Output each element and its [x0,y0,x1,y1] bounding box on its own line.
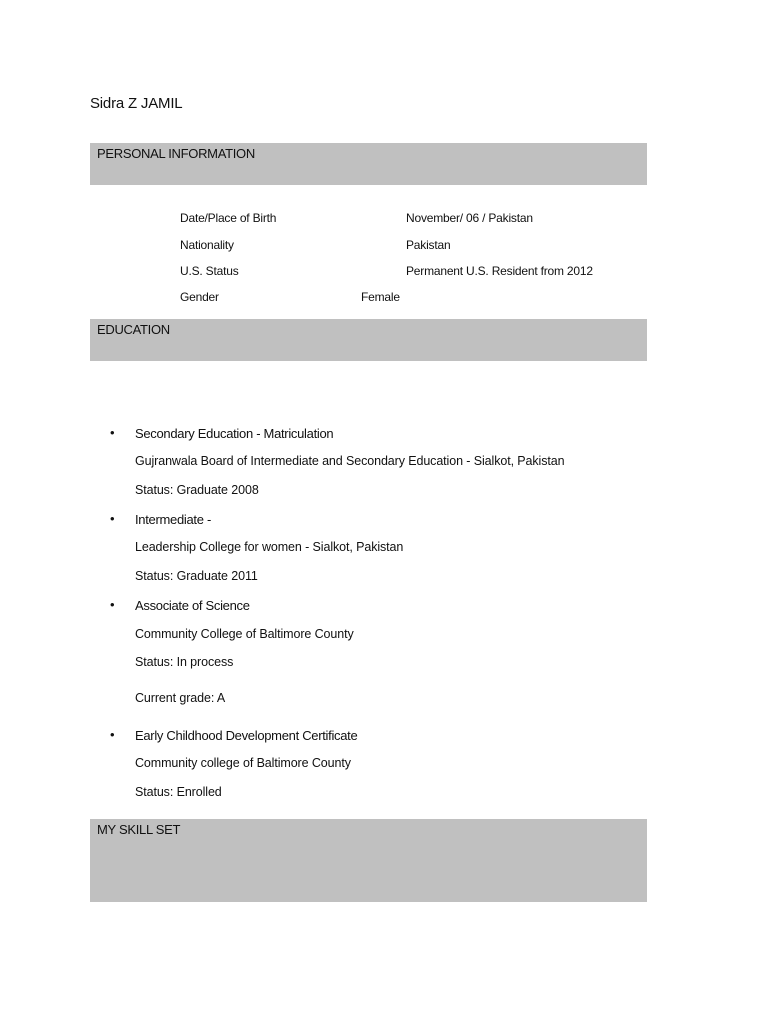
edu-line: Status: Enrolled [135,785,222,799]
label-status: U.S. Status [180,264,239,278]
value-birth: November/ 06 / Pakistan [406,211,533,225]
value-nationality: Pakistan [406,238,451,252]
section-title: MY SKILL SET [97,822,181,837]
value-status: Permanent U.S. Resident from 2012 [406,264,593,278]
section-header-education [90,319,647,361]
bullet-icon: • [110,511,115,526]
bullet-icon: • [110,727,115,742]
section-title: EDUCATION [97,322,170,337]
edu-title: Intermediate - [135,512,212,527]
section-header-personal [90,143,647,185]
edu-line: Gujranwala Board of Intermediate and Secondary Education - Sialkot, Pakistan [135,454,565,468]
edu-line: Community College of Baltimore County [135,627,354,641]
label-nationality: Nationality [180,238,234,252]
edu-line: Current grade: A [135,691,226,705]
resume-name: Sidra Z JAMIL [90,95,183,112]
label-gender: Gender [180,290,219,304]
edu-title: Secondary Education - Matriculation [135,426,334,441]
section-header-skills [90,819,647,902]
edu-line: Status: Graduate 2008 [135,483,259,497]
edu-line: Community college of Baltimore County [135,756,351,770]
value-gender: Female [361,290,400,304]
section-title: PERSONAL INFORMATION [97,146,255,161]
label-birth: Date/Place of Birth [180,211,277,225]
edu-title: Early Childhood Development Certificate [135,728,358,743]
edu-line: Leadership College for women - Sialkot, Pakistan [135,540,404,554]
bullet-icon: • [110,425,115,440]
edu-line: Status: Graduate 2011 [135,569,258,583]
edu-title: Associate of Science [135,598,250,613]
bullet-icon: • [110,597,115,612]
edu-line: Status: In process [135,655,234,669]
